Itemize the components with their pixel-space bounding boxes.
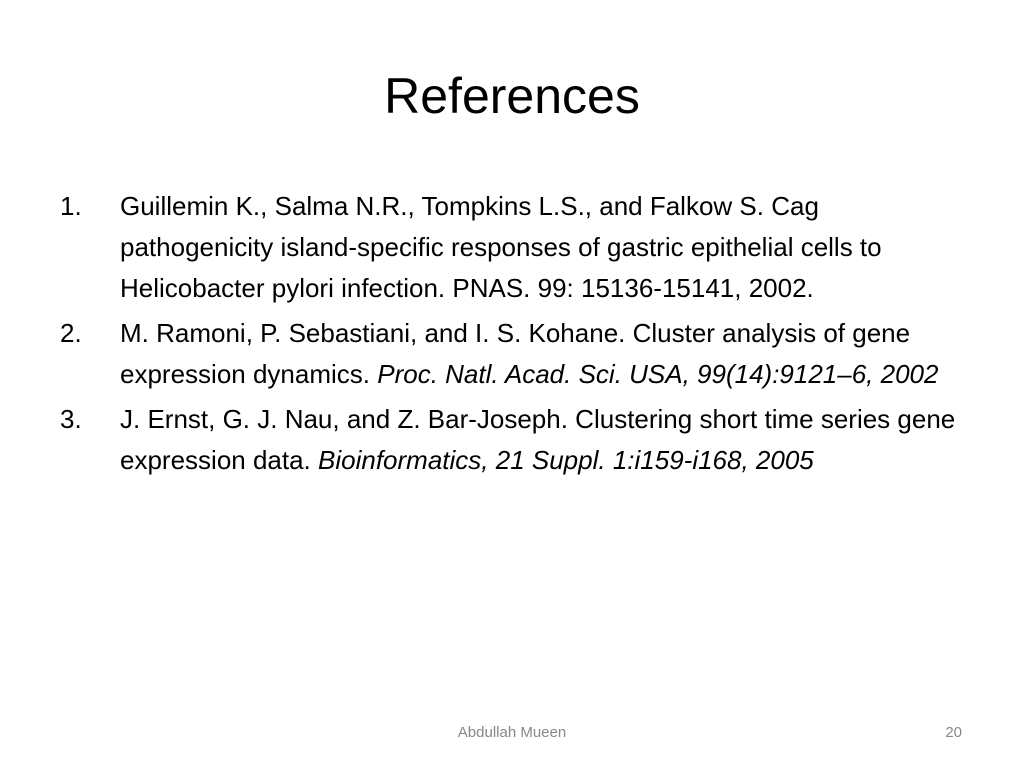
slide-title: References bbox=[384, 68, 640, 124]
reference-list bbox=[60, 186, 970, 485]
reference-number: 2. bbox=[60, 318, 82, 348]
reference-number: 1. bbox=[60, 191, 82, 221]
reference-item bbox=[60, 186, 970, 309]
reference-body: Guillemin K., Salma N.R., Tompkins L.S., and Falkow S. Cag pathogenicity island-specific responses of gastric epithelial cells to Helicobacter pylori infection. PNAS. 99: 15136-15141, 2002. bbox=[120, 191, 882, 303]
reference-item bbox=[60, 313, 970, 395]
reference-text bbox=[120, 318, 938, 389]
reference-body: M. Ramoni, P. Sebastiani, and I. S. Kohane. Cluster analysis of gene expression dynamics. bbox=[120, 318, 911, 389]
reference-body: J. Ernst, G. J. Nau, and Z. Bar-Joseph. Clustering short time series gene expression data. bbox=[120, 404, 956, 475]
reference-item bbox=[60, 399, 970, 481]
footer-author: Abdullah Mueen bbox=[457, 724, 567, 741]
reference-number: 3. bbox=[60, 404, 82, 434]
reference-source: Proc. Natl. Acad. Sci. USA, 99(14):9121–6, 2002 bbox=[377, 359, 939, 389]
reference-text bbox=[120, 404, 955, 475]
reference-text bbox=[120, 191, 882, 303]
page-number: 20 bbox=[945, 724, 962, 741]
reference-source: Bioinformatics, 21 Suppl. 1:i159-i168, 2005 bbox=[318, 445, 814, 475]
